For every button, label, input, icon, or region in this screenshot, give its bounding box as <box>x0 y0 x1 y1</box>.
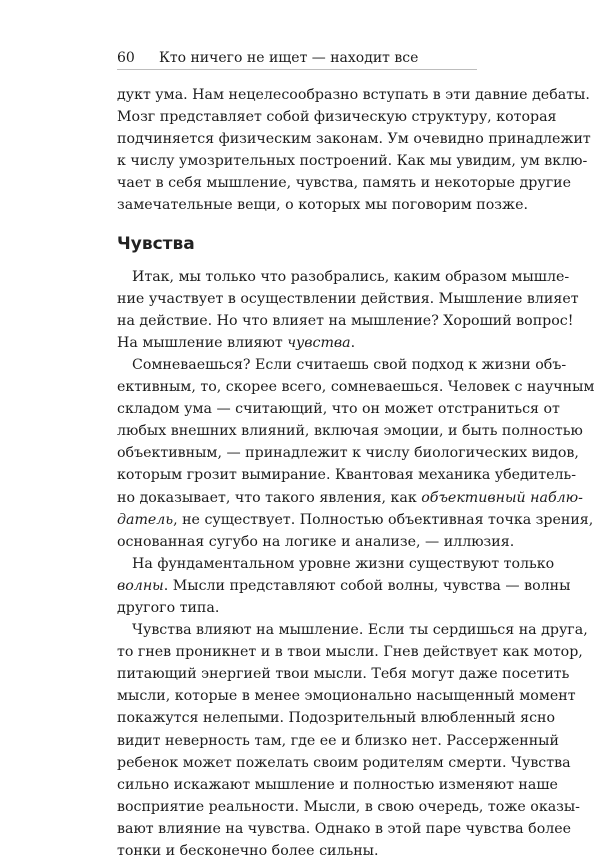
text-line: складом ума — считающий, что он может отстраниться от <box>117 401 560 418</box>
text-line: сильно искажают мышление и полностью изменяют наше <box>117 776 558 793</box>
text-line: подчиняется физическим законам. Ум очевидно принадлежит <box>117 131 591 148</box>
text-line: ребенок может пожелать своим родителям смерти. Чувства <box>117 754 571 771</box>
text-line: Мозг представляет собой физическую структуру, которая <box>117 109 557 126</box>
header-rule <box>117 69 477 70</box>
text-line: другого типа. <box>117 599 220 616</box>
text-line <box>117 575 571 597</box>
text-line: тонки и бесконечно более сильны. <box>117 843 379 859</box>
italic-term: волны <box>117 577 164 594</box>
text-line: объективным, — принадлежит к числу биологических видов, <box>117 445 579 462</box>
text-line <box>117 332 481 354</box>
text-line: любых внешних влияний, включая эмоции, и быть полностью <box>117 423 583 440</box>
text-run: , не существует. Полностью объективная точка зрения, <box>173 511 594 528</box>
text-run: но доказывает, что такого явления, как <box>117 489 422 506</box>
italic-term: объективный наблю- <box>421 489 583 506</box>
text-line <box>117 487 583 509</box>
text-line: на действие. Но что влияет на мышление? Хороший вопрос! <box>117 312 574 329</box>
text-line: восприятие реальности. Мысли, в свою очередь, тоже оказы- <box>117 798 580 815</box>
text-line: питающий энергией твои мысли. Тебя могут даже посетить <box>117 666 570 683</box>
italic-term: датель <box>117 511 174 528</box>
text-line: ективным, то, скорее всего, сомневаешься. Человек с научным <box>117 379 595 396</box>
text-line: вают влияние на чувства. Однако в этой паре чувства более <box>117 820 572 837</box>
text-run: На мышление влияют <box>117 334 288 351</box>
text-run: . Мысли представляют собой волны, чувства — волны <box>163 577 571 594</box>
book-title: Кто ничего не ищет — находит все <box>159 50 419 66</box>
page-number: 60 <box>117 50 135 66</box>
intro-paragraph <box>117 84 591 217</box>
paragraph-4 <box>117 619 588 862</box>
text-line: покажутся нелепыми. Подозрительный влюбленный ясно <box>117 710 556 727</box>
italic-term: чувства <box>287 334 351 351</box>
text-line: чает в себя мышление, чувства, память и некоторые другие <box>117 175 571 192</box>
text-line: которым грозит вымирание. Квантовая механика убедитель- <box>117 467 577 484</box>
text-line: то гнев проникнет и в твои мысли. Гнев действует как мотор, <box>117 644 583 661</box>
paragraph-3 <box>117 553 571 619</box>
page-body <box>117 84 595 862</box>
text-line: основанная сугубо на логике и анализе, — иллюзия. <box>117 533 515 550</box>
section-heading: Чувства <box>117 233 195 254</box>
text-line: к числу умозрительных построений. Как мы увидим, ум вклю- <box>117 153 588 170</box>
text-line: Сомневаешься? Если считаешь свой подход к жизни объ- <box>132 356 567 373</box>
text-line <box>117 509 594 531</box>
text-line: замечательные вещи, о которых мы поговорим позже. <box>117 197 529 214</box>
text-line: Чувства влияют на мышление. Если ты сердишься на друга, <box>132 622 588 639</box>
text-line: видит неверность там, где ее и близко нет. Рассерженный <box>117 732 559 749</box>
paragraph-2 <box>117 354 595 553</box>
text-run: . <box>350 334 356 351</box>
text-line: мысли, которые в менее эмоционально насыщенный момент <box>117 688 576 705</box>
running-header <box>117 49 477 69</box>
text-line: ние участвует в осуществлении действия. Мышление влияет <box>117 290 579 307</box>
text-line: На фундаментальном уровне жизни существуют только <box>132 555 555 572</box>
paragraph-1 <box>117 266 579 354</box>
text-line: Итак, мы только что разобрались, каким образом мышле- <box>132 268 570 285</box>
text-line: дукт ума. Нам нецелесообразно вступать в эти давние дебаты. <box>117 87 590 103</box>
